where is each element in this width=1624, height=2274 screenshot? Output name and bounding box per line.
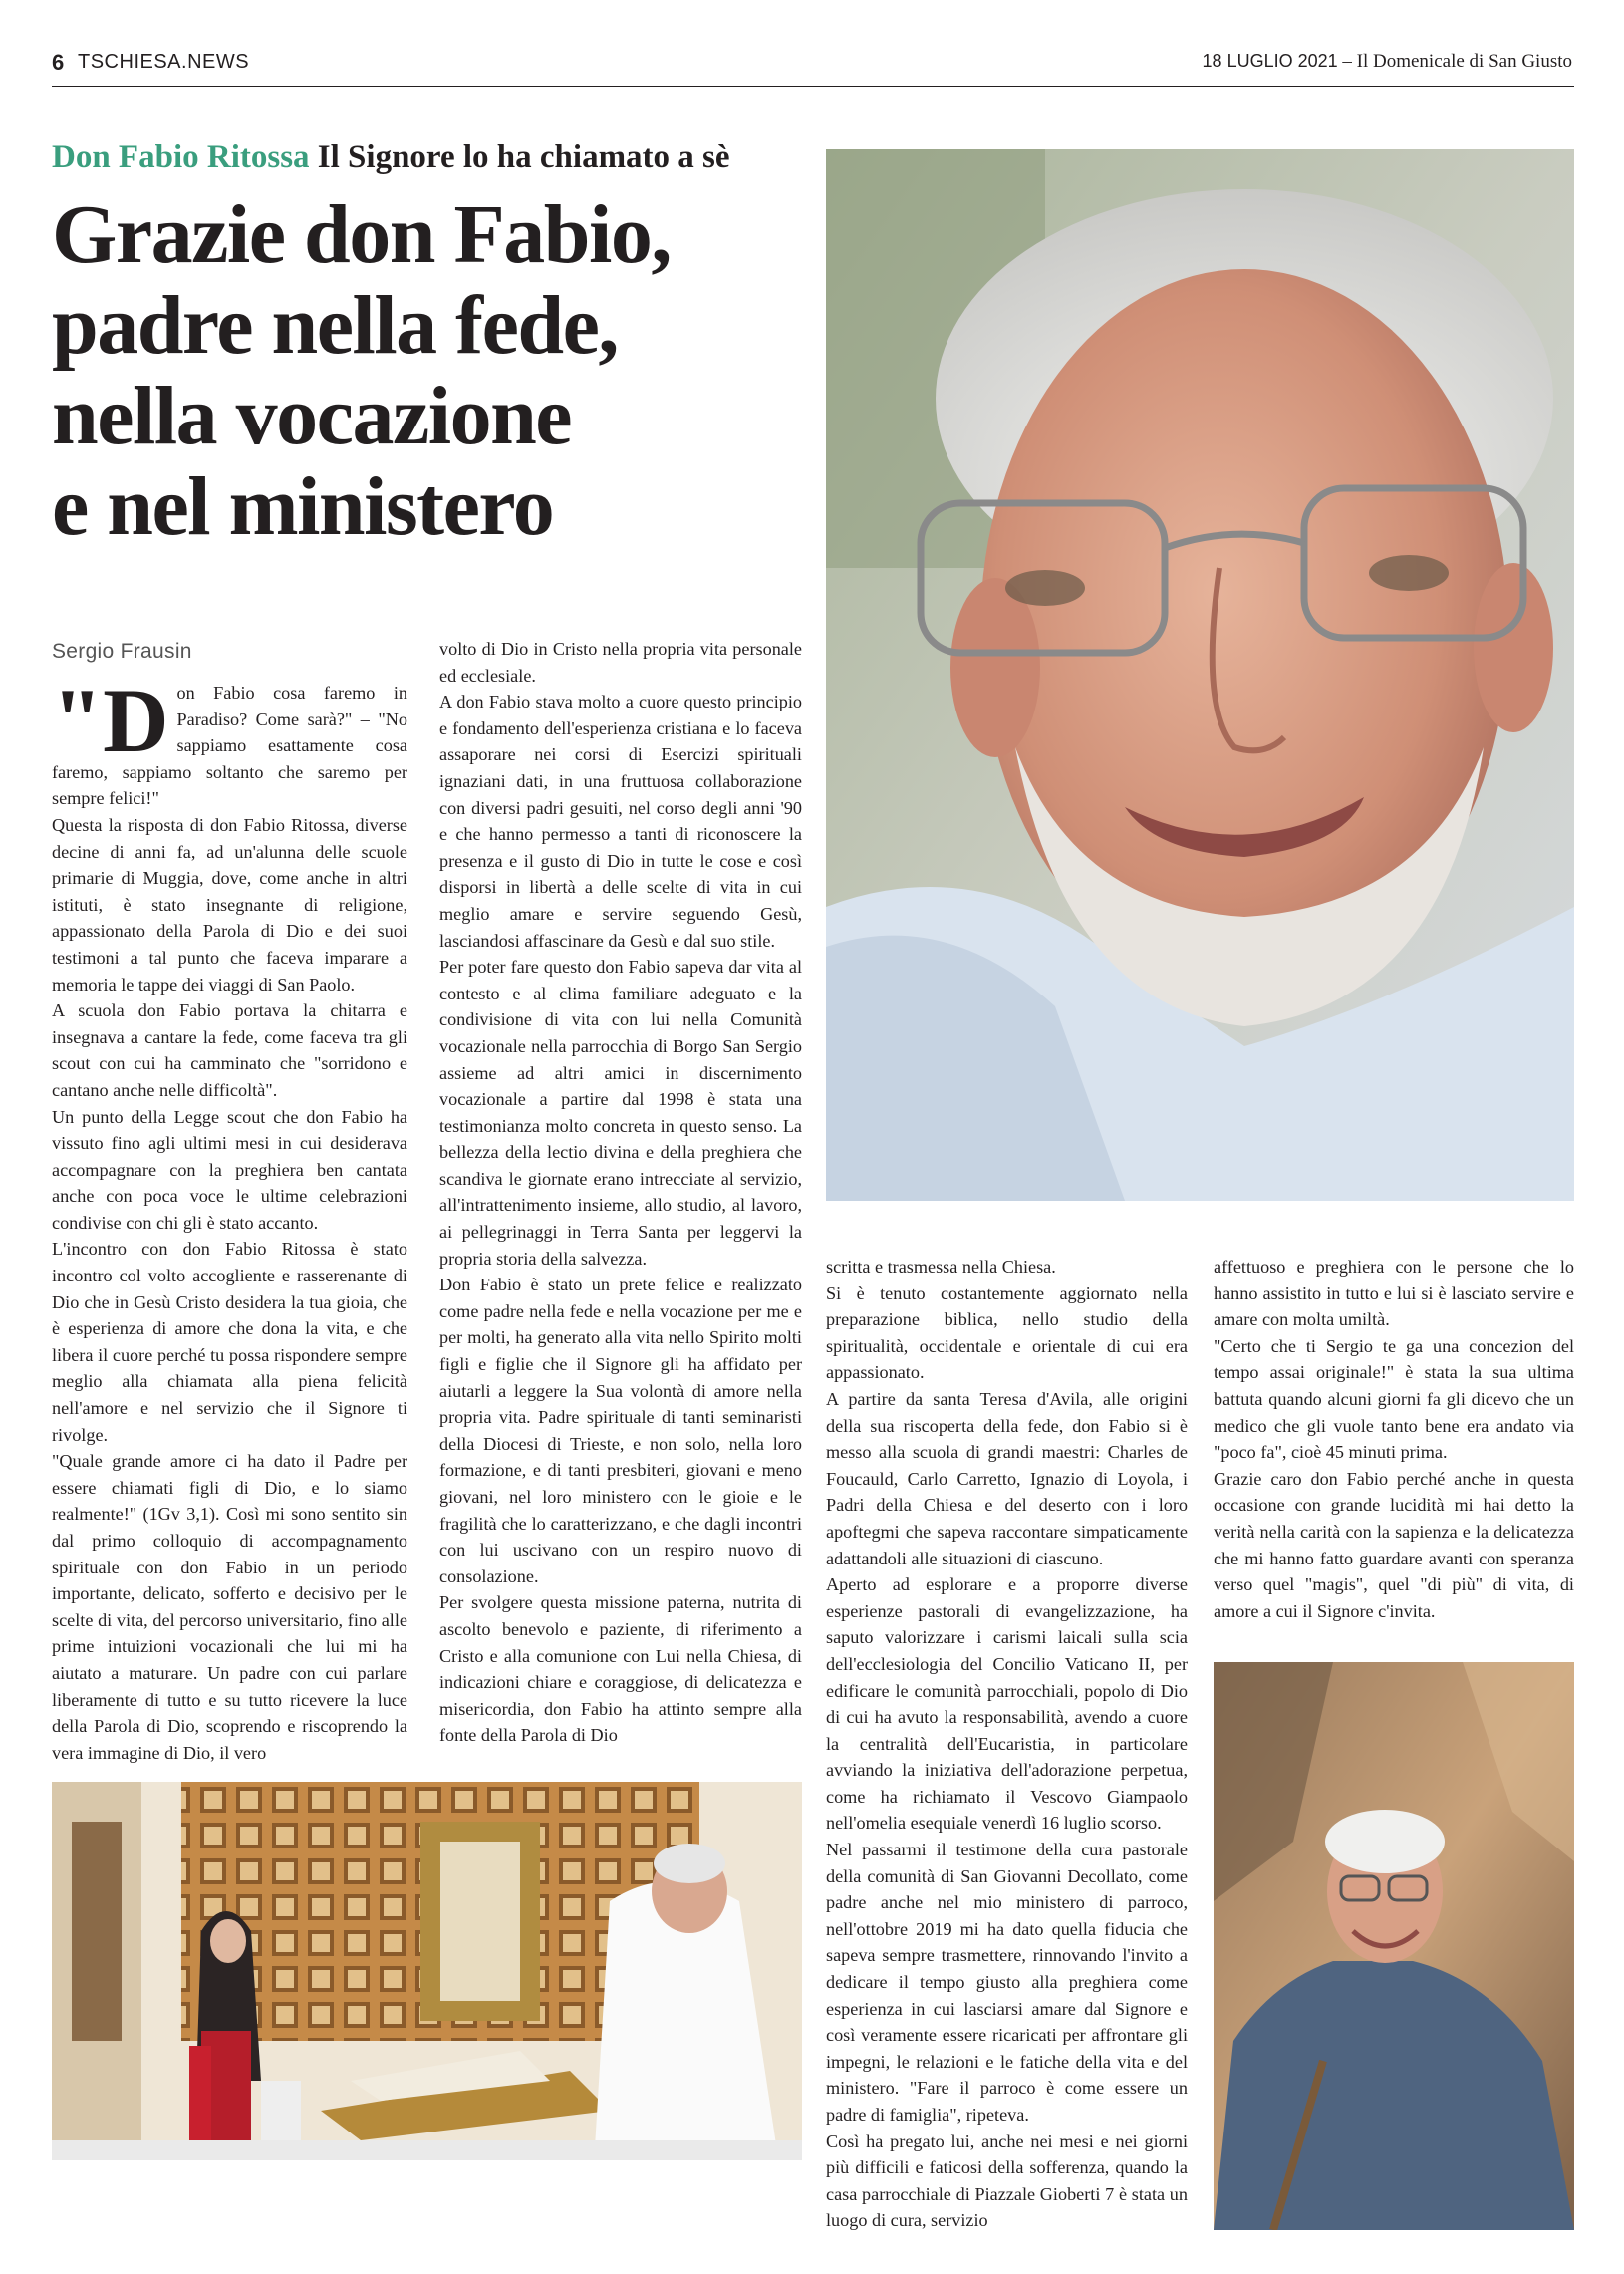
paragraph: L'incontro con don Fabio Ritossa è stato incontro col volto accogliente e rasserenante di Dio che in Gesù Cristo desidera la tua gioia, che è esperienza di amore che dona la vita, e che libera il cuore perché tu possa rispondere sempre meglio alla chiamata alla piena felicità nell'amore e nel servizio che il Signore ti rivolge. [52,1239,407,1445]
kicker [52,140,730,176]
headline-line-4: e nel ministero [52,460,554,553]
drop-cap: "D [52,670,169,771]
headline-line-1: Grazie don Fabio, [52,188,671,281]
issue-date: 18 LUGLIO 2021 [1202,51,1338,71]
paragraph: Nel passarmi il testimone della cura pastorale della comunità di San Giovanni Decollato, come padre anche nel mio ministero di parroco, nell'ottobre 2019 mi ha dato quella fiducia che sapeva sempre trasmettere, rinnovando l'invito a dedicare il tempo giusto alla preghiera come esperienza in cui lasciarsi amare dal Signore e così veramente essere ricaricati per affrontare gli impegni, le relazioni e le fatiche della vita e del ministero. "Fare il parroco è come essere un padre di famiglia", ripeteva. [826,1840,1188,2125]
article-column-3 [826,1254,1188,2230]
kicker-text: Il Signore lo ha chiamato a sè [317,140,730,175]
paragraph: Un punto della Legge scout che don Fabio ha vissuto fino agli ultimi mesi in cui desiderava accompagnare con la preghiera ben cantata anche con poca voce le ultime celebrazioni condivise con chi gli è stato accanto. [52,1106,407,1233]
paragraph: affettuoso e preghiera con le persone che lo hanno assistito in tutto e lui si è lasciato servire e amare con molta umiltà. [1214,1257,1574,1330]
page-header [52,46,1574,87]
outdoor-illustration [1214,1662,1574,2230]
paragraph: A partire da santa Teresa d'Avila, alle origini della sua riscoperta della fede, don Fabio si è messo alla scuola di grandi maestri: Charles de Foucauld, Carlo Carretto, Ignazio di Loyola, i Padri della Chiesa e del deserto con i loro apoftegmi che sapeva raccontare simpaticamente adattandoli alle situazioni di ciascuno. [826,1388,1188,1568]
paragraph: Per poter fare questo don Fabio sapeva dar vita al contesto e al clima familiare adeguato e la condivisione di vita con lui nella Comunità vocazionale nella parrocchia di Borgo San Sergio assieme ad altri amici in discernimento vocazionale a partire dal 1998 è stata una testimonianza molto concreta in questo senso. La bellezza della lectio divina e della preghiera che scandiva le giornate erano intrecciate al servizio, all'intrattenimento insieme, allo studio, al lavoro, ai pellegrinaggi in Terra Santa per leggervi la propria storia della salvezza. [439,957,802,1269]
headline-line-3: nella vocazione [52,370,572,462]
altar-illustration [52,1782,802,2230]
paragraph: scritta e trasmessa nella Chiesa. [826,1257,1056,1277]
paragraph: Questa la risposta di don Fabio Ritossa, diverse decine di anni fa, ad un'alunna delle scuole primarie di Muggia, dove, come anche in altri istituti, è stato insegnante di religione, appassionato della Parola di Dio e dei suoi testimoni a tal punto che faceva imparare a memoria le tappe dei viaggi di San Paolo. [52,814,407,995]
paragraph: "Certo che ti Sergio te ga una concezion del tempo assai originale!" è stata la sua ultima battuta quando alcuni giorni fa gli dicevo che un medico che gli vuole tanto bene era andato via "poco fa", cioè 45 minuti prima. [1214,1335,1574,1463]
portrait-illustration [826,149,1574,1201]
paragraph: Così ha pregato lui, anche nei mesi e nei giorni più difficili e faticosi della sofferenza, quando la casa parrocchiale di Piazzale Gioberti 7 è stata un luogo di cura, servizio [826,2131,1188,2231]
paragraph: Si è tenuto costantemente aggiornato nella preparazione biblica, nello studio della spiritualità, occidentale e orientale di cui era appassionato. [826,1282,1188,1383]
paragraph: A scuola don Fabio portava la chitarra e insegnava a cantare la fede, come faceva tra gli scout con cui ha camminato che "sorridono e cantano anche nelle difficoltà". [52,1000,407,1100]
paragraph: volto di Dio in Cristo nella propria vita personale ed ecclesiale. [439,639,802,686]
publication-name: – Il Domenicale di San Giusto [1342,51,1572,72]
page-number: 6 [52,50,65,75]
portrait-photo [826,149,1574,1201]
altar-mass-photo [52,1782,802,2230]
paragraph: Per svolgere questa missione paterna, nutrita di ascolto benevolo e paziente, di riferimento a Cristo e alla comunione con Lui nella Chiesa, di indicazioni chiare e coraggiose, di delicatezza e misericordia, don Fabio ha attinto sempre alla fonte della Parola di Dio [439,1592,802,1746]
kicker-name: Don Fabio Ritossa [52,140,310,175]
article-column-4 [1214,1254,1574,1642]
paragraph: Aperto ad esplorare e a proporre diverse esperienze pastorali di evangelizzazione, ha saputo valorizzare i carismi laicali sulla scia dell'ecclesiologia del Concilio Vaticano II, per edificare le comunità parrocchiali, popolo di Dio di cui ha avuto la responsabilità, avendo a cuore la centralità dell'Eucaristia, in particolare avviando la iniziativa dell'adorazione perpetua, come ha richiamato il Vescovo Giampaolo nell'omelia esequiale venerdì 16 luglio scorso. [826,1574,1188,1834]
paragraph: on Fabio cosa faremo in Paradiso? Come sarà?" – "No sappiamo esattamente cosa faremo, sappiamo soltanto che saremo per sempre felici!" [52,683,407,809]
issue-info [1203,51,1572,73]
outdoor-portrait-photo [1214,1662,1574,2230]
byline: Sergio Frausin [52,640,192,663]
headline [52,189,789,552]
paragraph: "Quale grande amore ci ha dato il Padre per essere chiamati figli di Dio, e lo siamo realmente!" (1Gv 3,1). Così mi sono sentito sin dal primo colloquio di accompagnamento spirituale con don Fabio in un periodo importante, delicato, sofferto e decisivo per le scelte di vita, del percorso universitario, fino alle prime intuizioni vocazionali che lui mi ha aiutato a maturare. Un padre con cui parlare liberamente di tutto e su tutto ricevere la luce della Parola di Dio, scoprendo e riscoprendo la vera immagine di Dio, il vero [52,1451,407,1763]
paragraph: Grazie caro don Fabio perché anche in questa occasione con grande lucidità mi hai detto la verità nella carità con la sapienza e la delicatezza che mi hanno fatto guardare avanti con speranza verso quel "magis", quel "di più" di vita, di amore a cui il Signore c'invita. [1214,1468,1574,1621]
site-name[interactable]: TSCHIESA.NEWS [78,51,250,73]
paragraph: Don Fabio è stato un prete felice e realizzato come padre nella fede e nella vocazione per me e per molti, ha generato alla vita nello Spirito molti figli e figlie che il Signore gli ha affidato per aiutarli a leggere la Sua volontà di amore nella propria vita. Padre spirituale di tanti seminaristi della Diocesi di Trieste, e non solo, nella loro formazione, e di tanti presbiteri, giovani e meno giovani, nel loro ministero con le gioie e le fragilità che lo caratterizzano, e che dagli incontri con lui uscivano con un respiro nuovo di consolazione. [439,1275,802,1586]
paragraph: A don Fabio stava molto a cuore questo principio e fondamento dell'esperienza cristiana e lo faceva assaporare nei corsi di Esercizi spirituali ignaziani dati, in una fruttuosa collaborazione con diversi padri gesuiti, nel corso degli anni '90 e che hanno permesso a tanti di riconoscere la presenza e il gusto di Dio in tutte le cose e così disporsi in libertà a delle scelte di vita in cui meglio amare e servire seguendo Gesù, lasciandosi affascinare da Gesù e dal suo stile. [439,692,802,951]
article-column-1 [52,670,407,1763]
headline-line-2: padre nella fede, [52,279,618,372]
article-column-2 [439,636,802,1746]
